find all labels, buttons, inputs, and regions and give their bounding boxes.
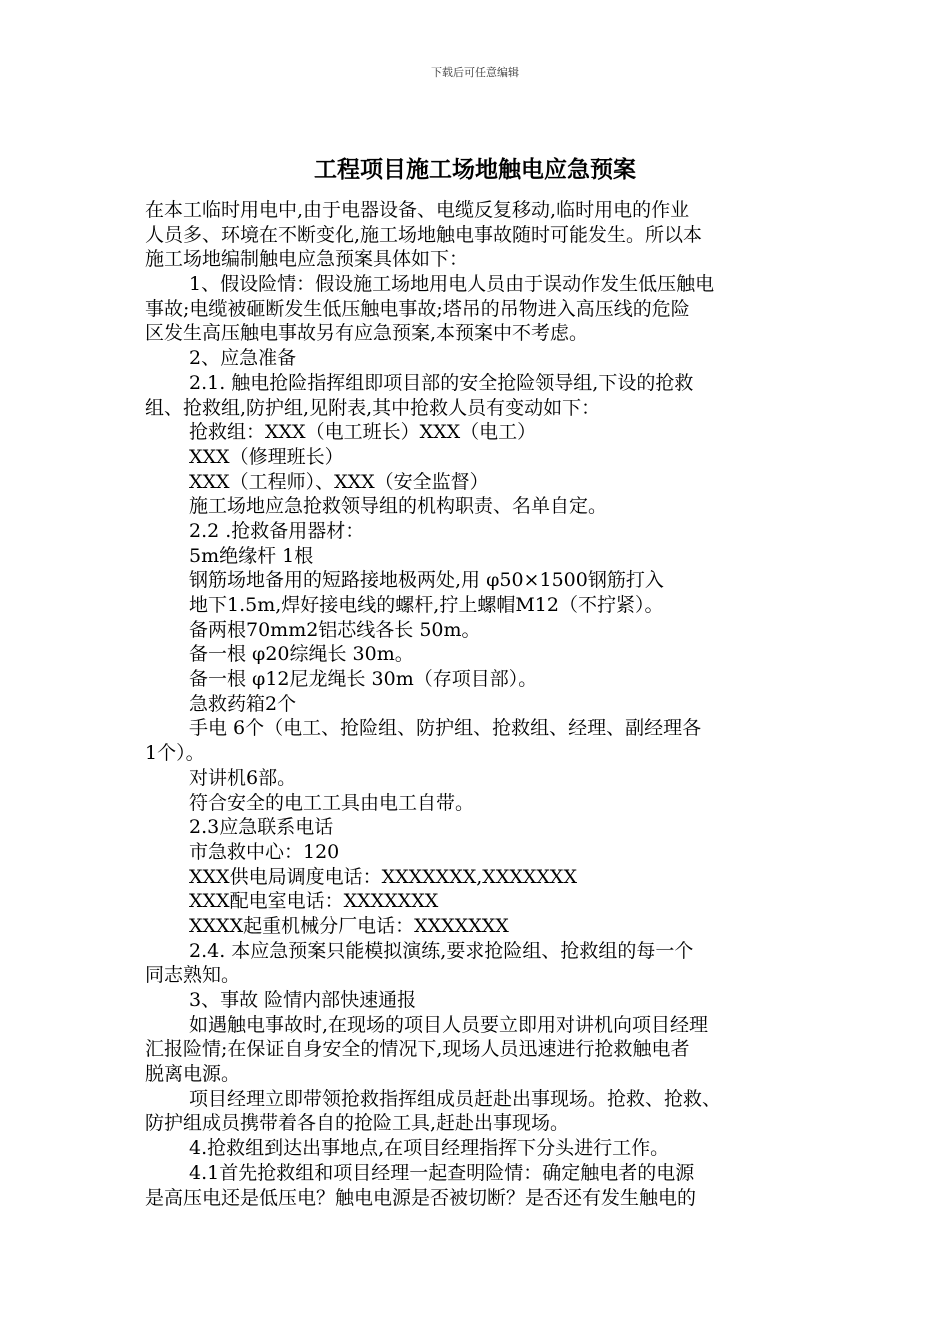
body-line: 组、抢救组,防护组,见附表,其中抢救人员有变动如下： <box>145 396 601 419</box>
body-line: 急救药箱2个 <box>189 692 297 715</box>
body-line: 1个）。 <box>145 742 205 765</box>
document-title: 工程项目施工场地触电应急预案 <box>314 156 636 183</box>
body-line: 备一根 φ12尼龙绳长 30m（存项目部）。 <box>189 668 538 691</box>
body-line: 对讲机6部。 <box>189 766 297 789</box>
body-line: XXX（修理班长） <box>189 445 344 468</box>
body-line: 地下1.5m,焊好接电线的螺杆,拧上螺帽M12（不拧紧）。 <box>189 594 664 616</box>
body-line: 同志熟知。 <box>145 964 241 987</box>
body-line: 备一根 φ20综绳长 30m。 <box>189 643 414 666</box>
body-line: 人员多、环境在不断变化,施工场地触电事故随时可能发生。所以本 <box>145 223 703 246</box>
body-line: 4.1首先抢救组和项目经理一起查明险情：确定触电者的电源 <box>189 1161 695 1184</box>
body-line: 备两根70mm2铝芯线各长 50m。 <box>189 618 481 641</box>
body-line: XXXX起重机械分厂电话：XXXXXXX <box>189 914 509 937</box>
body-line: XXX配电室电话：XXXXXXX <box>189 890 439 913</box>
body-line: 2.4. 本应急预案只能模拟演练,要求抢险组、抢救组的每一个 <box>189 939 694 962</box>
body-line: 项目经理立即带领抢救指挥组成员赶赴出事现场。抢救、抢救、 <box>189 1087 722 1110</box>
body-line: XXX供电局调度电话：XXXXXXX,XXXXXXX <box>189 865 577 888</box>
body-line: 3、事故 险情内部快速通报 <box>189 989 417 1011</box>
body-line: 2、应急准备 <box>189 347 297 370</box>
body-line: XXX（工程师）、XXX（安全监督） <box>189 470 489 493</box>
body-line: 2.1. 触电抢险指挥组即项目部的安全抢险领导组,下设的抢救 <box>189 371 694 394</box>
document-body <box>145 198 813 1210</box>
body-line: 钢筋场地备用的短路接地极两处,用 φ50×1500钢筋打入 <box>189 569 664 592</box>
body-line: 1、假设险情：假设施工场地用电人员由于误动作发生低压触电 <box>189 273 715 296</box>
body-line: 脱离电源。 <box>145 1063 241 1086</box>
header-note: 下载后可任意编辑 <box>431 66 519 79</box>
body-line: 是高压电还是低压电？触电电源是否被切断？是否还有发生触电的 <box>145 1186 697 1209</box>
body-line: 事故;电缆被砸断发生低压触电事故;塔吊的吊物进入高压线的危险 <box>145 297 690 320</box>
body-line: 4.抢救组到达出事地点,在项目经理指挥下分头进行工作。 <box>189 1137 670 1160</box>
body-line: 防护组成员携带着各自的抢险工具,赶赴出事现场。 <box>145 1112 570 1135</box>
body-line: 区发生高压触电事故另有应急预案,本预案中不考虑。 <box>145 322 589 345</box>
body-line: 手电 6个（电工、抢险组、防护组、抢救组、经理、副经理各 <box>189 717 702 740</box>
body-line: 2.2 .抢救备用器材： <box>189 519 365 542</box>
body-line: 汇报险情;在保证自身安全的情况下,现场人员迅速进行抢救触电者 <box>145 1038 690 1061</box>
body-line: 市急救中心：120 <box>189 840 340 863</box>
body-line: 如遇触电事故时,在现场的项目人员要立即用对讲机向项目经理 <box>189 1013 709 1036</box>
body-line: 符合安全的电工工具由电工自带。 <box>189 791 475 814</box>
body-line: 施工场地编制触电应急预案具体如下： <box>145 248 469 271</box>
body-line: 在本工临时用电中,由于电器设备、电缆反复移动,临时用电的作业 <box>145 199 690 221</box>
body-line: 施工场地应急抢救领导组的机构职责、名单自定。 <box>189 495 608 518</box>
body-line: 5m绝缘杆 1根 <box>189 544 314 567</box>
body-line: 抢救组：XXX（电工班长）XXX（电工） <box>189 421 537 444</box>
body-line: 2.3应急联系电话 <box>189 816 334 839</box>
